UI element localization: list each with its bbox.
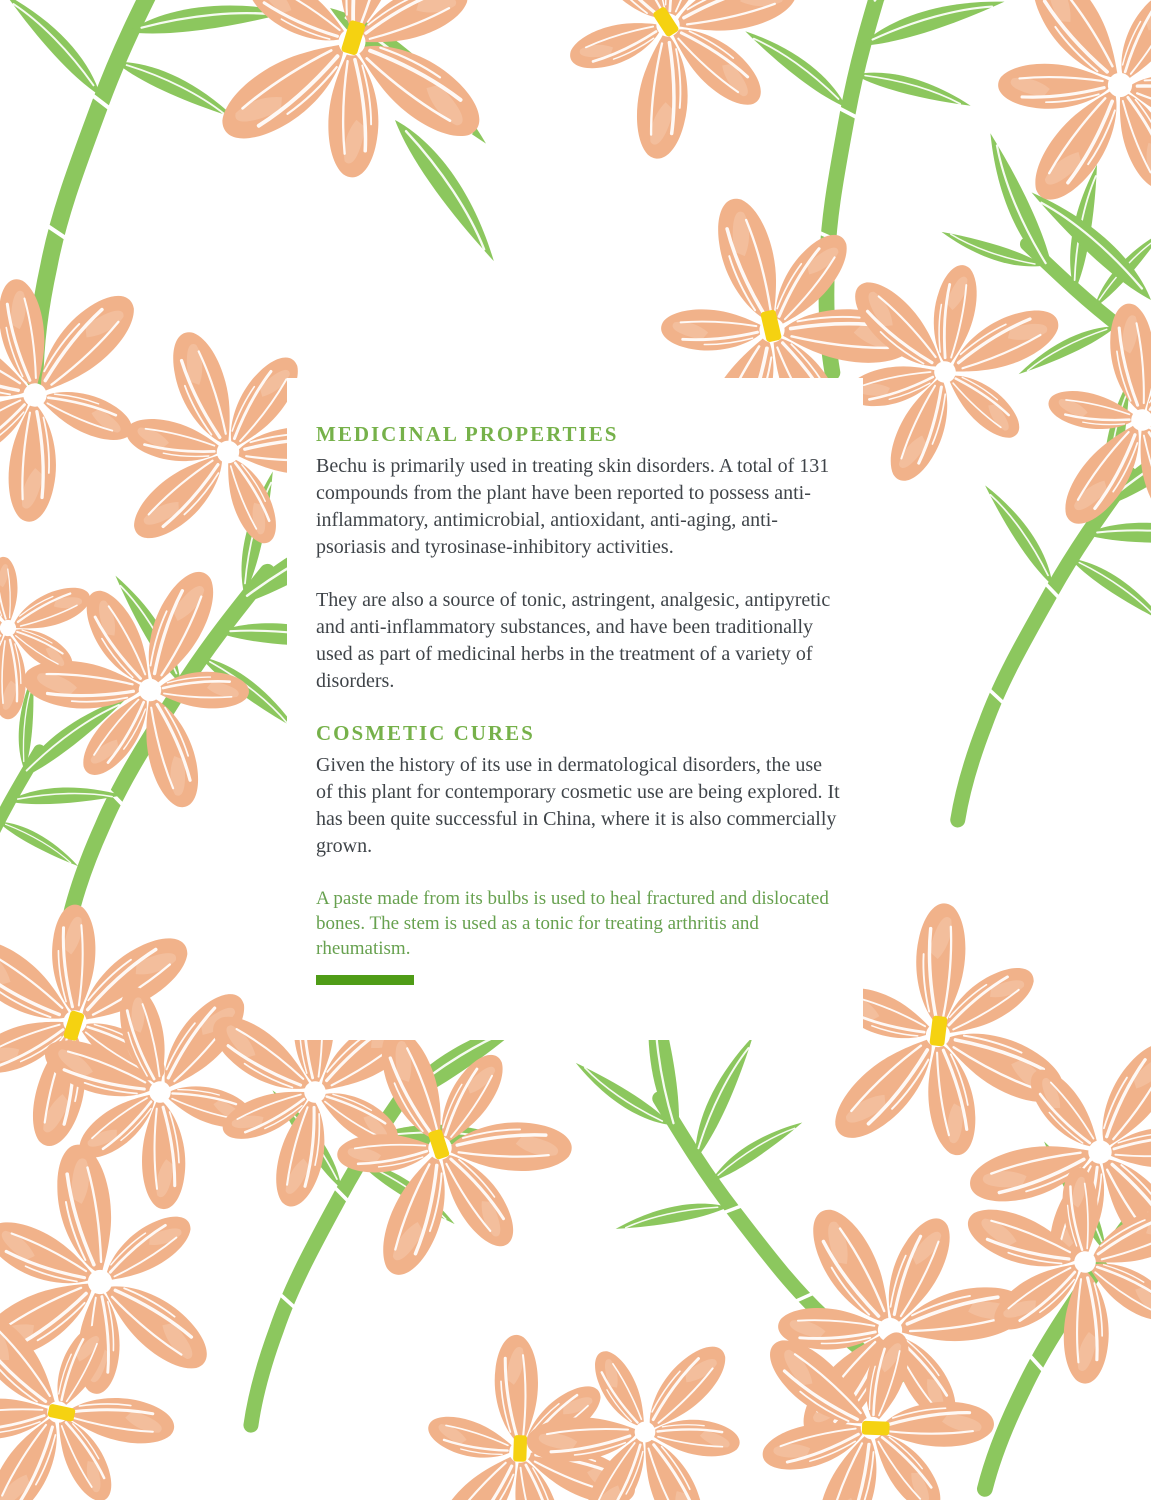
green-rule (316, 975, 414, 985)
body-paragraph: They are also a source of tonic, astringent, analgesic, antipyretic and anti-inflammatory substances, and have been traditionally used as part of medicinal herbs in the treatment of a variety of disorders. (316, 589, 831, 692)
body-paragraph: Given the history of its use in dermatological disorders, the use of this plant for contemporary cosmetic use are being explored. It has been quite successful in China, where it is also commercially grown. (316, 754, 840, 857)
content-card (287, 378, 863, 1040)
section-heading-cosmetic-cures: COSMETIC CURES (316, 721, 535, 745)
section-heading-medicinal-properties: MEDICINAL PROPERTIES (316, 422, 619, 446)
callout-paragraph: A paste made from its bulbs is used to heal fractured and dislocated bones. The stem is used as a tonic for treating arthritis and rheumatism. (316, 888, 829, 959)
body-paragraph: Bechu is primarily used in treating skin disorders. A total of 131 compounds from the plant have been reported to possess anti-inflammatory, antimicrobial, antioxidant, anti-aging, anti-psoriasis and tyrosinase-inhibitory activities. (316, 455, 830, 558)
